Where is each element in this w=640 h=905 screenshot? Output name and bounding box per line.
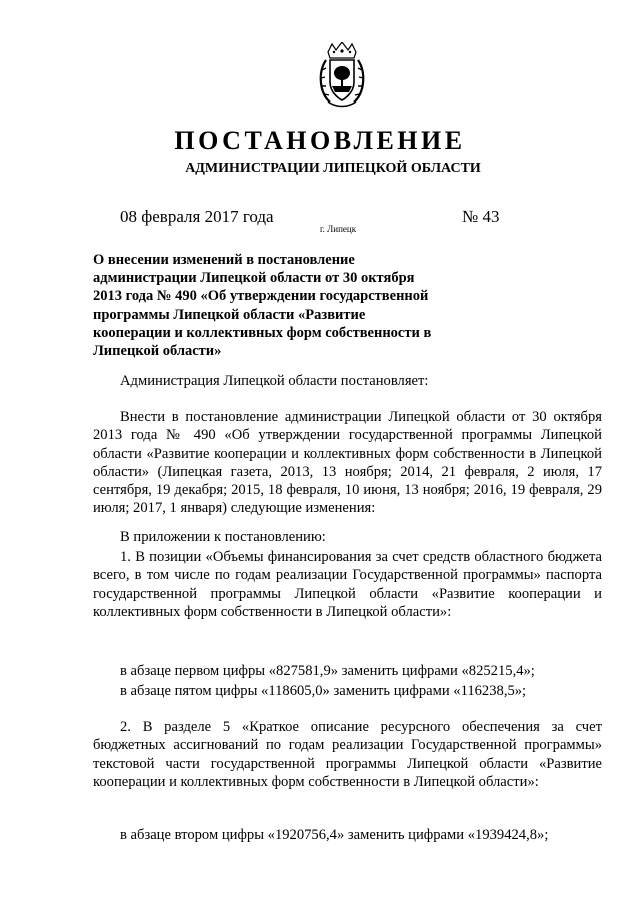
body-paragraph-6: 2. В разделе 5 «Краткое описание ресурсного обеспечения за счет бюджетных ассигнований по годам реализации Государственной программы» текстовой части государственной программы Липецкой области «Развитие кооперации и коллективных форм собственности в Липецкой области»: bbox=[93, 719, 602, 790]
body-paragraph-4: 1. В позиции «Объемы финансирования за счет средств областного бюджета всего, в том числе по годам реализации Государственной программы» паспорта государственной программы Липецкой области «Развитие кооперации и коллективных форм собственности в Липецкой области»: bbox=[93, 549, 602, 620]
document-date: 08 февраля 2017 года bbox=[120, 207, 274, 226]
document-type-title: ПОСТАНОВЛЕНИЕ bbox=[174, 126, 466, 155]
body-paragraph-3: В приложении к постановлению: bbox=[120, 529, 326, 545]
lipetsk-coat-of-arms-icon bbox=[316, 42, 368, 110]
document-number: № 43 bbox=[462, 207, 500, 226]
body-line-5b: в абзаце пятом цифры «118605,0» заменить цифрами «116238,5»; bbox=[120, 683, 527, 699]
body-line-5a: в абзаце первом цифры «827581,9» заменить цифрами «825215,4»; bbox=[120, 663, 535, 679]
body-paragraph-1: Администрация Липецкой области постановляет: bbox=[120, 373, 429, 389]
issuer-subtitle: АДМИНИСТРАЦИИ ЛИПЕЦКОЙ ОБЛАСТИ bbox=[185, 161, 481, 176]
body-paragraph-2: Внести в постановление администрации Липецкой области от 30 октября 2013 года № 490 «Об утверждении государственной программы Липецкой области «Развитие кооперации и коллективных форм собственности в Липецкой области» (Липецкая газета, 2013, 13 ноября; 2014, 21 февраля, 2 июля, 17 сентября, 19 декабря; 2015, 18 февраля, 10 июня, 13 ноября; 2016, 19 февраля, 29 июля; 2017, 1 января) следующие изменения: bbox=[93, 409, 602, 517]
document-place: г. Липецк bbox=[320, 224, 357, 234]
document-subject-title: О внесении изменений в постановление администрации Липецкой области от 30 октября 2013 года № 490 «Об утверждении государственной программы Липецкой области «Развитие кооперации и коллективных форм собственности в Липецкой области» bbox=[93, 252, 432, 360]
body-line-7: в абзаце втором цифры «1920756,4» заменить цифрами «1939424,8»; bbox=[120, 827, 549, 843]
